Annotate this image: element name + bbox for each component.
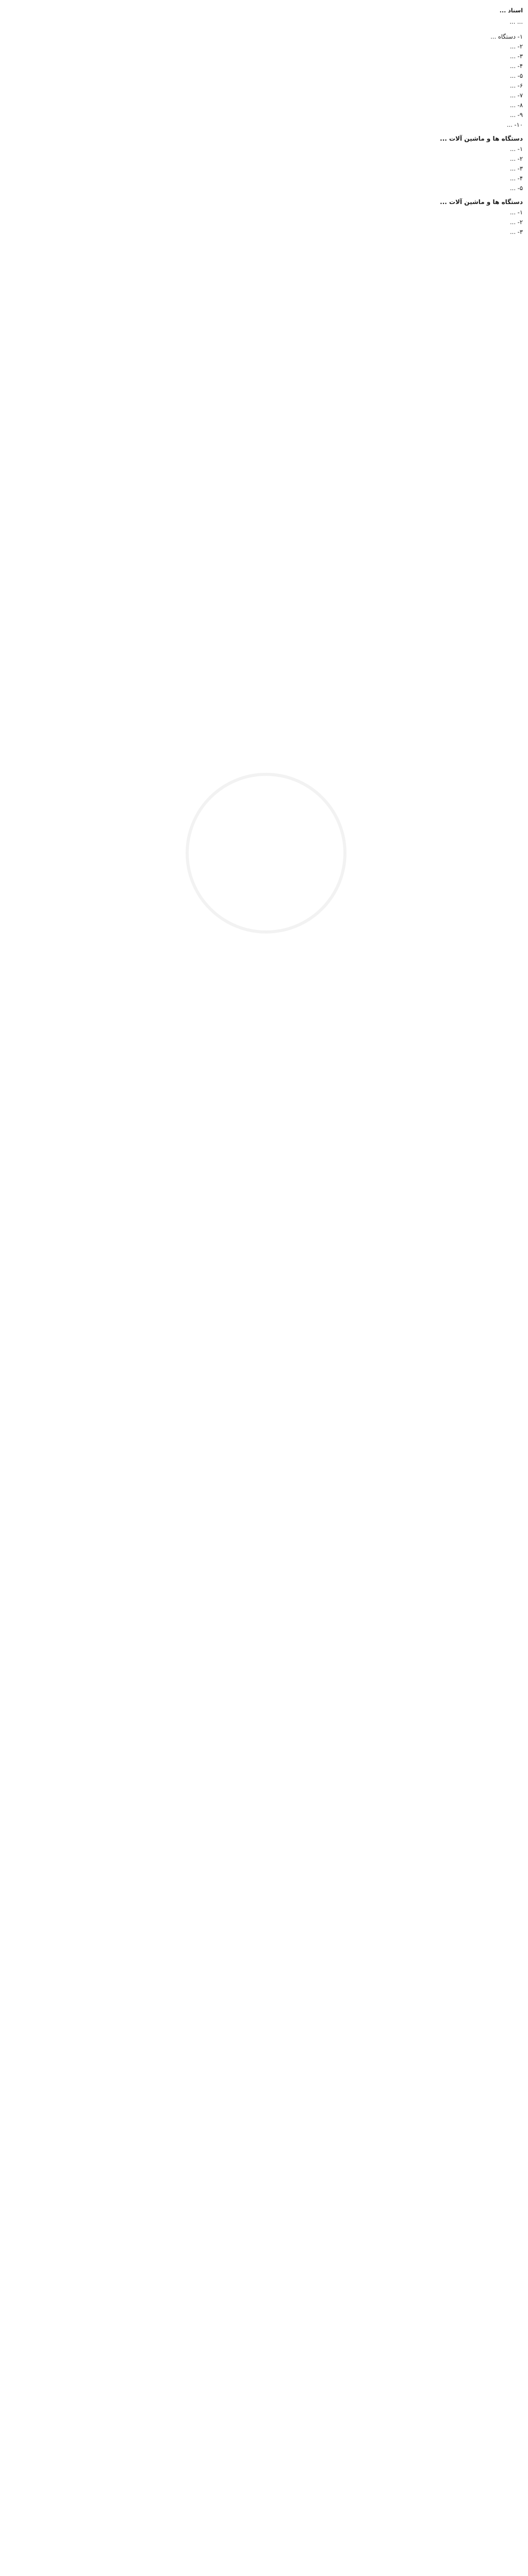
list-item: ۲- ... [510,43,523,50]
list-item: ۳- ... [510,165,523,172]
section-title: دستگاه ها و ماشین آلات ... [440,135,523,142]
list-item: ۵- ... [510,72,523,79]
list-item: ۲- ... [510,155,523,162]
list-item: ۴- ... [510,175,523,182]
list-item: ۱۰- ... [506,121,523,128]
list-item: ۳- ... [510,228,523,235]
list-item: ۱- ... [510,209,523,216]
list-item: ۱- دستگاه ... [490,33,523,40]
list-item: ۱- ... [510,145,523,152]
list-item: ۷- ... [510,92,523,99]
section-3 [5,198,523,237]
section-2 [5,135,523,193]
list-item: ۸- ... [510,101,523,109]
intro-paragraph: ... ... [509,18,523,25]
list-item: ۶- ... [510,82,523,89]
document-header: اسناد ... [499,7,523,14]
watermark-seal [186,773,346,934]
section-1 [5,32,523,130]
list-item: ۳- ... [510,53,523,60]
list-item: ۵- ... [510,184,523,192]
list-item: ۲- ... [510,218,523,226]
list-item: ۴- ... [510,62,523,70]
section-title: دستگاه ها و ماشین آلات ... [440,198,523,206]
list-item: ۹- ... [510,111,523,118]
